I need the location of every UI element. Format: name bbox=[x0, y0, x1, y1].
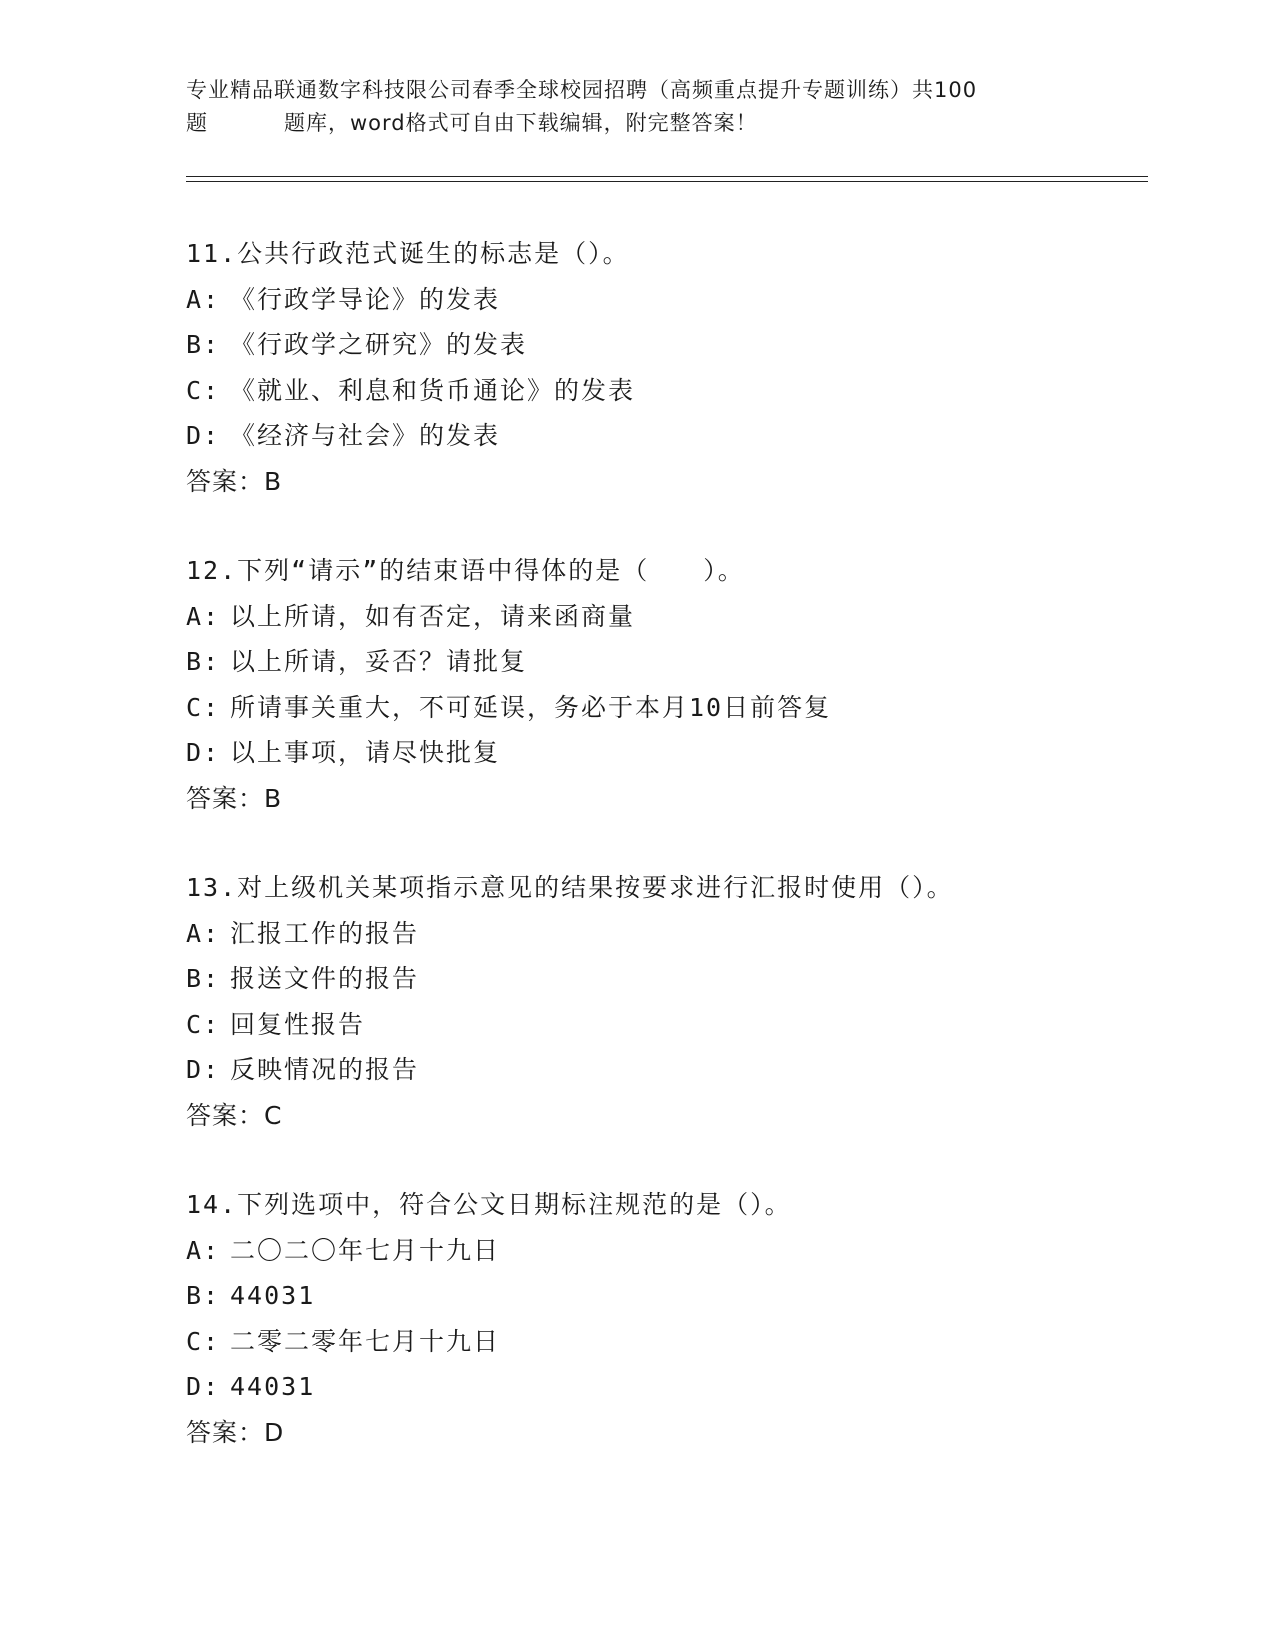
question-stem: 12.下列“请示”的结束语中得体的是（ ）。 bbox=[186, 556, 745, 585]
option-text: 以上所请，如有否定，请来函商量 bbox=[230, 601, 636, 631]
question-item bbox=[186, 1182, 1146, 1455]
header-divider-bottom bbox=[186, 181, 1148, 182]
option-text: 《行政学导论》的发表 bbox=[230, 284, 501, 314]
option-key: A: bbox=[186, 918, 221, 948]
option-text: 《经济与社会》的发表 bbox=[230, 421, 501, 450]
option-text: 二零二零年七月十九日 bbox=[230, 1326, 501, 1356]
option-key: B: bbox=[186, 964, 221, 993]
option-key: A: bbox=[186, 284, 221, 314]
option-text: 回复性报告 bbox=[230, 1009, 366, 1039]
header-divider-top bbox=[186, 176, 1148, 177]
option-key: D: bbox=[186, 1372, 221, 1401]
option-d bbox=[186, 1047, 1146, 1093]
option-text: 44031 bbox=[230, 1372, 316, 1401]
option-key: A: bbox=[186, 601, 221, 631]
option-text: 《行政学之研究》的发表 bbox=[230, 330, 528, 359]
option-key: C: bbox=[186, 1326, 221, 1356]
header-line-1: 专业精品联通数字科技限公司春季全球校园招聘（高频重点提升专题训练）共100 bbox=[186, 78, 978, 102]
option-text: 以上事项，请尽快批复 bbox=[230, 738, 501, 767]
option-b bbox=[186, 1273, 1146, 1319]
option-c bbox=[186, 1002, 1146, 1048]
option-c bbox=[186, 1319, 1146, 1365]
option-a bbox=[186, 594, 1146, 640]
option-d bbox=[186, 730, 1146, 776]
header-line-2-prefix: 题 bbox=[186, 111, 208, 135]
question-item bbox=[186, 231, 1146, 504]
answer-line: 答案：D bbox=[186, 1417, 285, 1447]
option-c bbox=[186, 368, 1146, 414]
option-d bbox=[186, 1364, 1146, 1410]
option-text: 反映情况的报告 bbox=[230, 1055, 420, 1084]
option-a bbox=[186, 911, 1146, 957]
answer-line: 答案：B bbox=[186, 783, 283, 813]
option-a bbox=[186, 1228, 1146, 1274]
answer-line: 答案：C bbox=[186, 1100, 283, 1130]
option-b bbox=[186, 322, 1146, 368]
option-b bbox=[186, 956, 1146, 1002]
option-key: B: bbox=[186, 1281, 221, 1310]
option-text: 所请事关重大，不可延误，务必于本月10日前答复 bbox=[230, 692, 832, 722]
option-b bbox=[186, 639, 1146, 685]
option-text: 44031 bbox=[230, 1281, 316, 1310]
option-key: C: bbox=[186, 375, 221, 405]
option-text: 汇报工作的报告 bbox=[230, 918, 420, 948]
header-line-2-text: 题库，word格式可自由下载编辑，附完整答案！ bbox=[284, 111, 758, 135]
option-text: 《就业、利息和货币通论》的发表 bbox=[230, 375, 636, 405]
option-key: B: bbox=[186, 647, 221, 676]
question-item bbox=[186, 548, 1146, 821]
option-a bbox=[186, 277, 1146, 323]
option-key: C: bbox=[186, 1009, 221, 1039]
option-key: D: bbox=[186, 738, 221, 767]
question-item bbox=[186, 865, 1146, 1138]
question-list bbox=[186, 231, 1146, 1499]
question-stem: 11.公共行政范式诞生的标志是（）。 bbox=[186, 239, 630, 268]
option-text: 以上所请，妥否？请批复 bbox=[230, 647, 528, 676]
question-stem: 13.对上级机关某项指示意见的结果按要求进行汇报时使用（）。 bbox=[186, 873, 954, 902]
question-stem: 14.下列选项中，符合公文日期标注规范的是（）。 bbox=[186, 1190, 792, 1219]
option-text: 二〇二〇年七月十九日 bbox=[230, 1235, 501, 1265]
header-line-2 bbox=[186, 107, 1086, 140]
answer-line: 答案：B bbox=[186, 466, 283, 496]
option-key: D: bbox=[186, 1055, 221, 1084]
option-key: D: bbox=[186, 421, 221, 450]
option-d bbox=[186, 413, 1146, 459]
option-text: 报送文件的报告 bbox=[230, 964, 420, 993]
option-key: C: bbox=[186, 692, 221, 722]
option-key: A: bbox=[186, 1235, 221, 1265]
option-key: B: bbox=[186, 330, 221, 359]
option-c bbox=[186, 685, 1146, 731]
document-header bbox=[186, 74, 1086, 140]
